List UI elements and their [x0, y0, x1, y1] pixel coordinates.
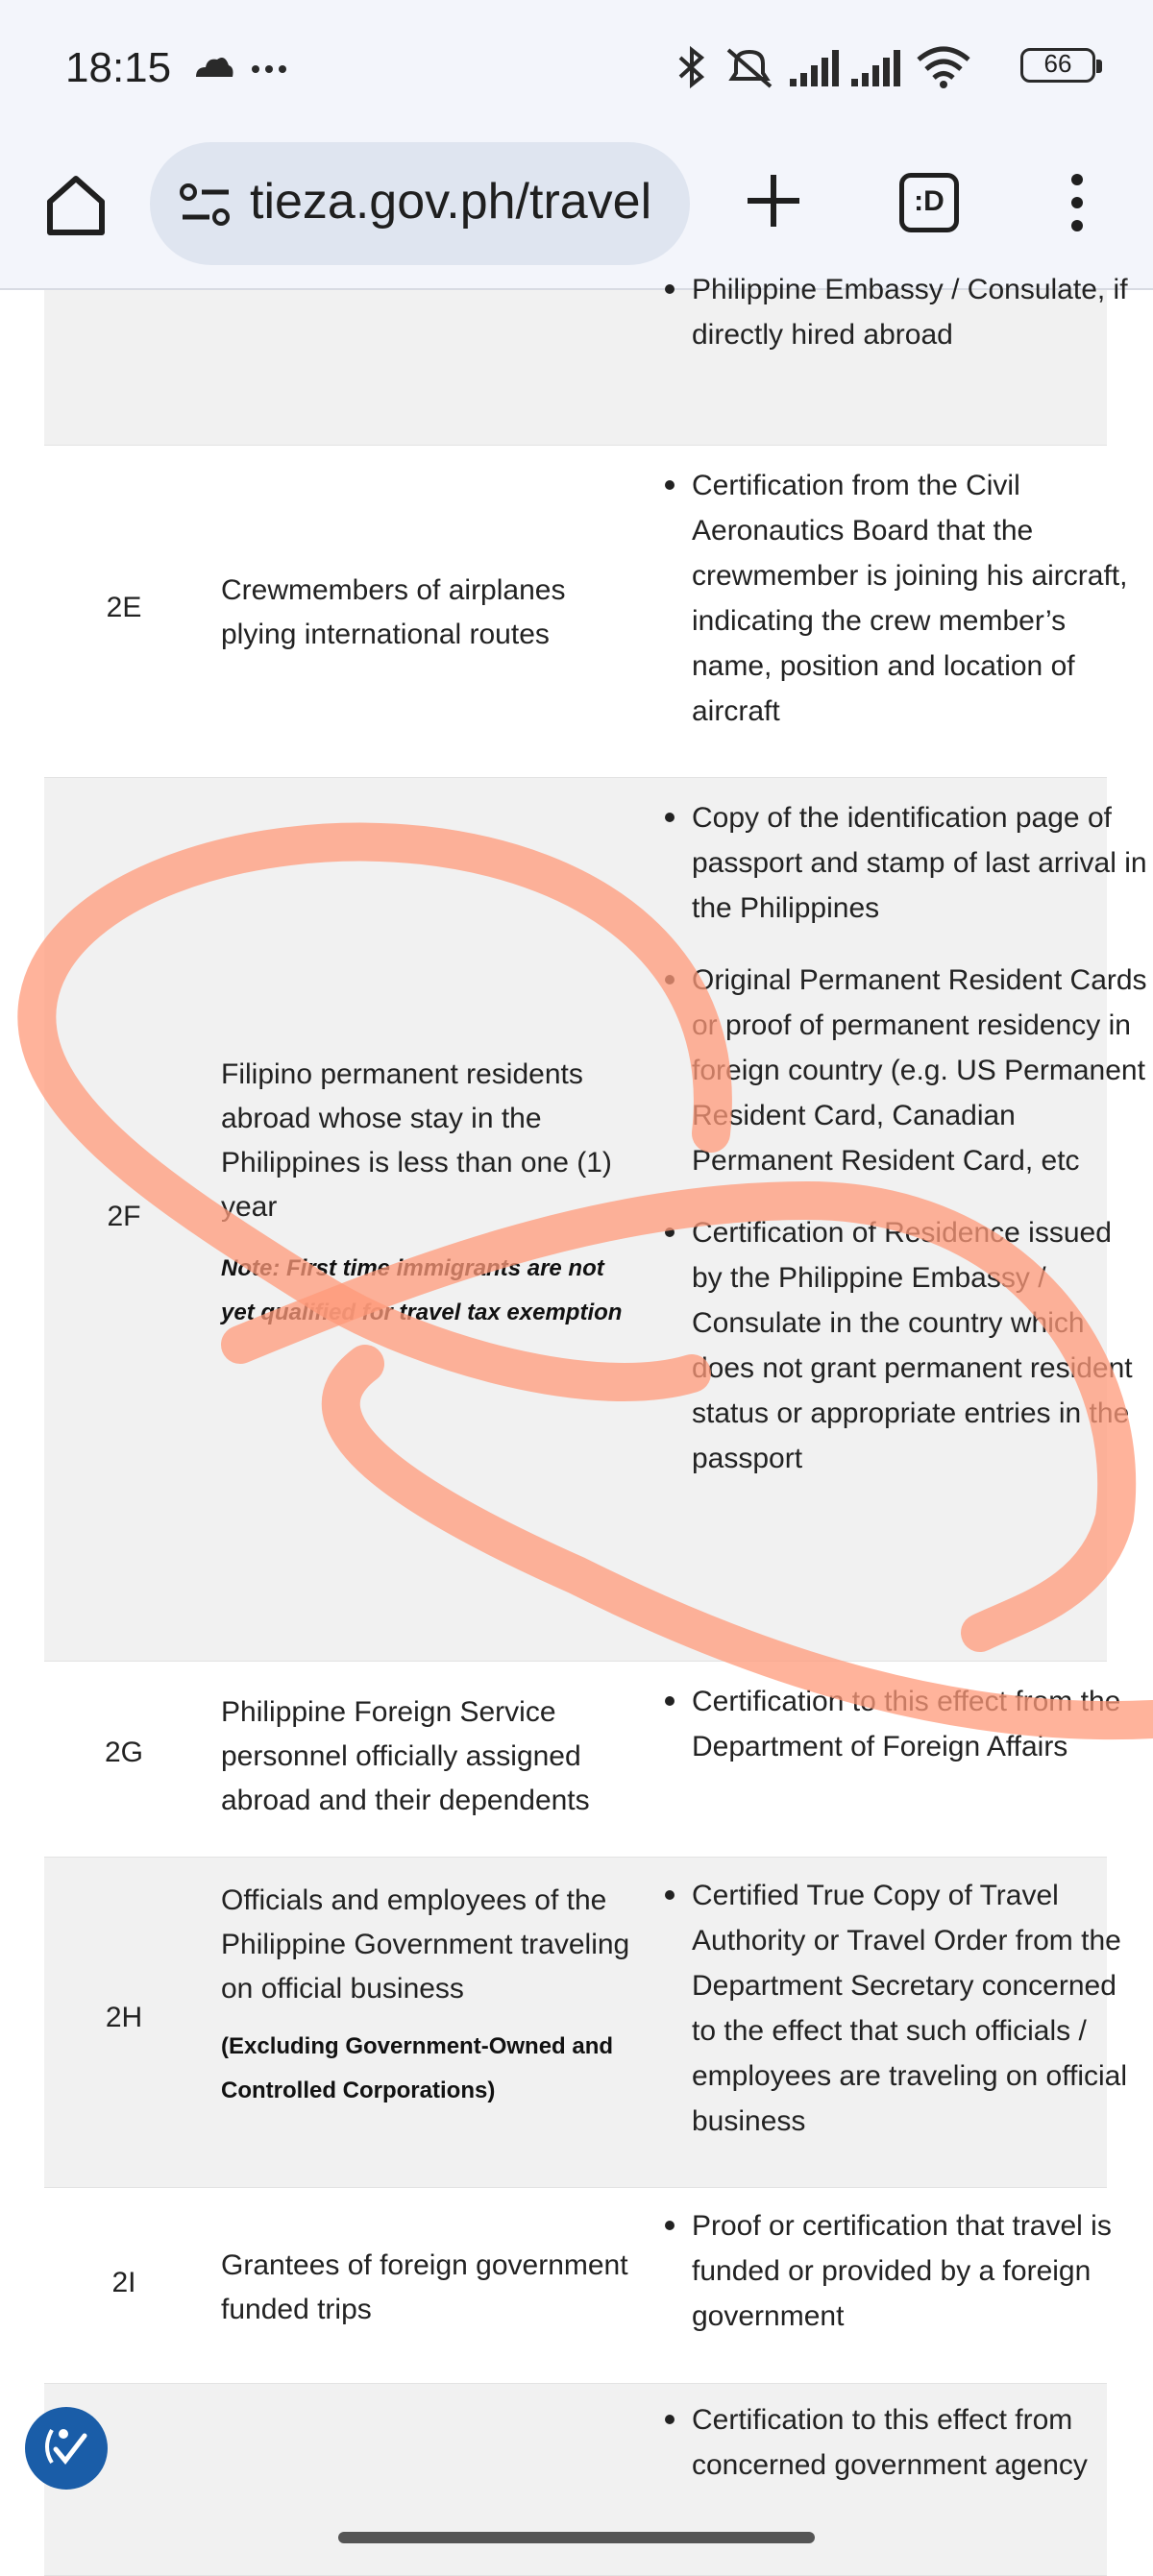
table-row — [44, 2384, 1107, 2576]
address-bar[interactable] — [150, 142, 690, 265]
row-note: Note: First time immigrants are not yet qualified for travel tax exemption — [221, 1255, 623, 1325]
row-code: 2I — [111, 2267, 136, 2298]
row-description: Officials and employees of the Philippine Government traveling on official business — [221, 1884, 630, 2005]
tab-switcher-button[interactable]: :D — [899, 173, 959, 232]
status-time: 18:15 — [65, 44, 172, 91]
home-icon[interactable] — [42, 171, 110, 238]
status-icons — [673, 40, 1095, 94]
requirement-item: Proof or certification that travel is funded or provided by a foreign government — [692, 2203, 1147, 2339]
bluetooth-icon — [673, 44, 711, 90]
requirements-cell — [648, 1873, 1147, 2171]
battery-icon — [1020, 48, 1095, 83]
gesture-nav-handle[interactable] — [338, 2532, 815, 2543]
requirements-cell — [648, 267, 1147, 384]
accessibility-button[interactable] — [25, 2407, 108, 2490]
row-description: Grantees of foreign government funded trips — [221, 2249, 628, 2325]
table-row — [44, 2188, 1112, 2384]
row-description-block — [221, 1879, 644, 2113]
battery-level: 66 — [1043, 49, 1072, 78]
requirement-item: Philippine Embassy / Consulate, if directly hired abroad — [692, 267, 1147, 357]
row-description-block — [221, 1053, 644, 1335]
requirement-item: Certification to this effect from concerned government agency — [692, 2397, 1147, 2488]
new-tab-icon[interactable] — [742, 169, 805, 232]
url-text[interactable]: tieza.gov.ph/travel — [250, 174, 652, 230]
table-row — [44, 778, 1147, 1662]
requirements-cell — [648, 795, 1147, 1508]
table-row — [44, 1858, 1128, 2188]
requirement-item: Copy of the identification page of passport and stamp of last arrival in the Philippines — [692, 795, 1147, 931]
accessibility-check-icon — [38, 2420, 94, 2476]
requirement-item: Certified True Copy of Travel Authority or Travel Order from the Department Secretary concerned to the effect that such officials / employees are traveling on official business — [692, 1873, 1147, 2144]
row-description: Philippine Foreign Service personnel officially assigned abroad and their dependents — [221, 1696, 590, 1816]
exemption-table — [44, 274, 1147, 2511]
row-code: 2H — [105, 2002, 143, 2033]
table-row — [44, 1662, 1121, 1858]
wifi-icon — [915, 44, 972, 90]
row-description: Crewmembers of airplanes plying international routes — [221, 574, 566, 650]
signal-icon-1 — [790, 50, 844, 88]
table-row — [44, 274, 1128, 446]
requirement-item: Certification from the Civil Aeronautics Board that the crewmember is joining his aircraft, indicating the crew member’s name, position and location of aircraft — [692, 463, 1147, 734]
requirement-item: Certification to this effect from the Department of Foreign Affairs — [692, 1679, 1147, 1769]
row-code: 2F — [107, 1201, 141, 1232]
cloud-icon — [188, 48, 294, 86]
status-bar — [0, 0, 1153, 142]
requirement-item: Original Permanent Resident Cards or proof of permanent residency in foreign country (e.g. US Permanent Resident Card, Canadian Permanent Resident Card, etc — [692, 958, 1147, 1183]
mute-icon — [723, 44, 776, 90]
row-description: Filipino permanent residents abroad whose stay in the Philippines is less than one (1) year — [221, 1058, 612, 1223]
site-settings-icon[interactable] — [179, 181, 233, 229]
requirement-item: Certification of Residence issued by the Philippine Embassy / Consulate in the country which does not grant permanent resident status or appropriate entries in the passport — [692, 1210, 1147, 1481]
more-options-icon[interactable] — [1063, 171, 1092, 234]
row-code: 2G — [104, 1737, 144, 1768]
requirements-cell — [648, 1679, 1147, 1796]
table-row — [44, 446, 1128, 778]
signal-icon-2 — [851, 50, 905, 88]
row-note: (Excluding Government-Owned and Controlled Corporations) — [221, 2033, 614, 2103]
requirements-cell — [648, 2203, 1147, 2366]
requirements-cell — [648, 463, 1147, 761]
requirements-cell — [648, 2397, 1147, 2515]
row-code: 2E — [106, 592, 142, 623]
